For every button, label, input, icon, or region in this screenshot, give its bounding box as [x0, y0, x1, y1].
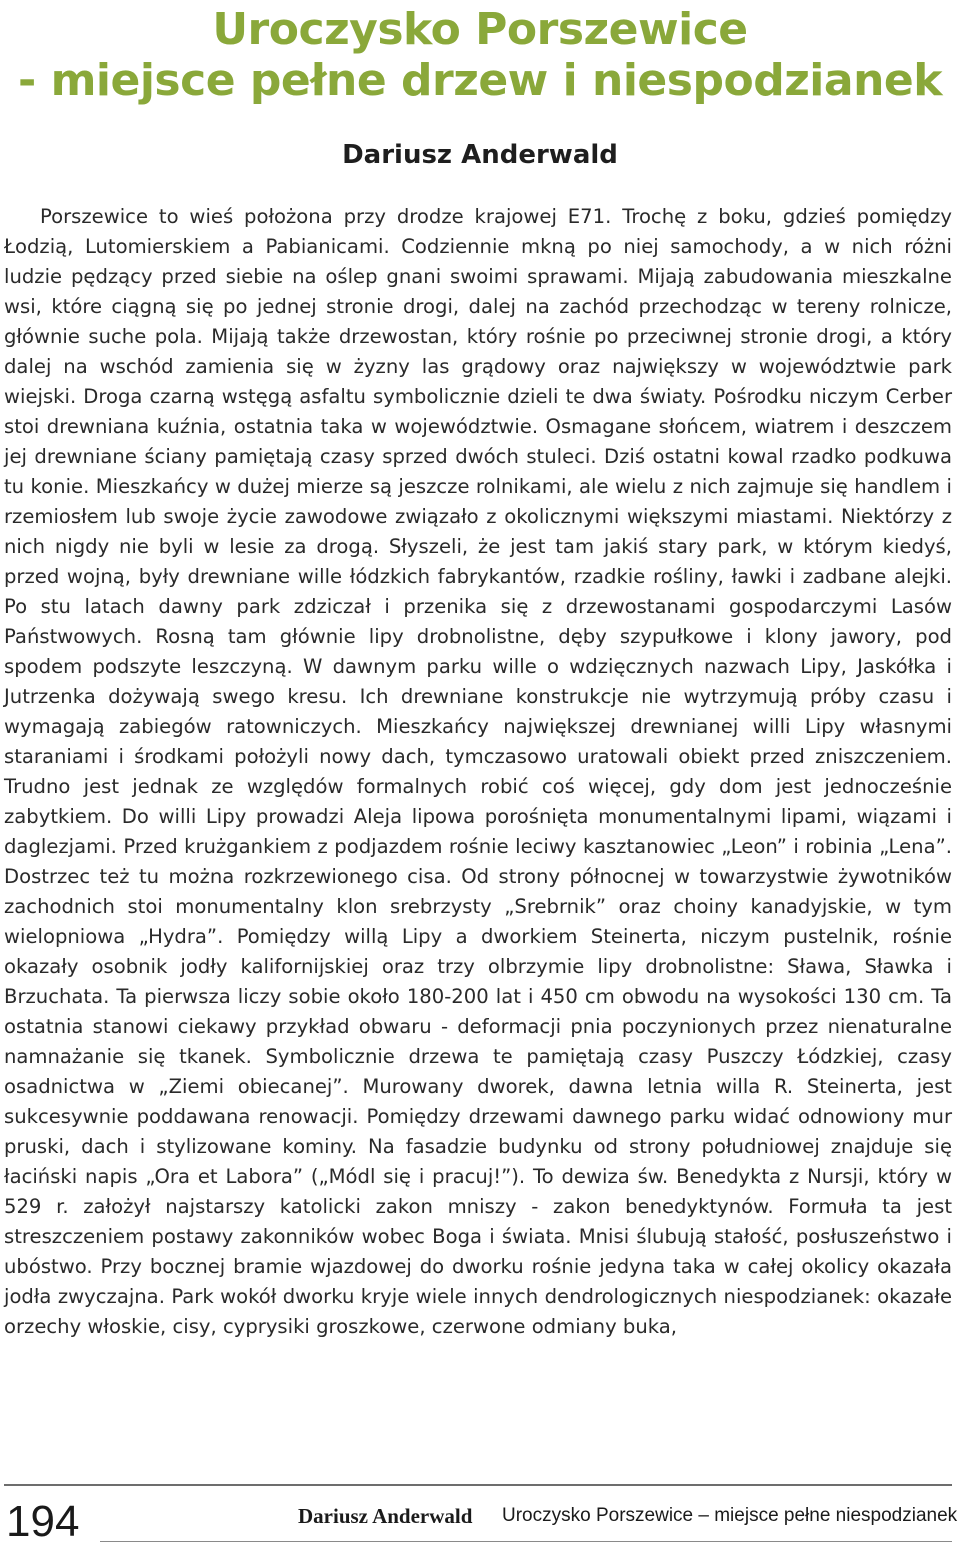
article-body-text: Porszewice to wieś położona przy drodze krajowej E71. Trochę z boku, gdzieś pomiędzy Łodzią, Lutomierskiem a Pabianicami. Codziennie mkną po niej samochody, a w nich różni ludzie pędzący przed siebie na oślep gnani swoimi sprawami. Mijają zabudowania mieszkalne wsi, które ciągną się po jednej stronie drogi, dalej na zachód przechodząc w tereny rolnicze, głównie suche pola. Mijają także drzewostan, który rośnie po przeciwnej stronie drogi, a który dalej na wschód zamienia się w żyzny las grądowy oraz największy w województwie park wiejski. Droga czarną wstęgą asfaltu symbolicznie dzieli te dwa światy. Pośrodku niczym Cerber stoi drewniana kuźnia, ostatnia taka w województwie. Osmagane słońcem, wiatrem i deszczem jej drewniane ściany pamiętają czasy sprzed dwóch stuleci. Dziś ostatni kowal rzadko podkuwa tu konie. Mieszkańcy w dużej mierze są jeszcze rolnikami, ale wielu z nich zajmuje się handlem i rzemiosłem lub swoje życie zawodowe związało z okolicznymi większymi miastami. Niektórzy z nich nigdy nie byli w lesie za drogą. Słyszeli, że jest tam jakiś stary park, w którym kiedyś, przed wojną, były drewniane wille łódzkich fabrykantów, rzadkie rośliny, ławki i zadbane alejki. Po stu latach dawny park zdziczał i przenika się z drzewostanami gospodarczymi Lasów Państwowych. Rosną tam głównie lipy drobnolistne, dęby szypułkowe i klony jawory, pod spodem podszyte leszczyną. W dawnym parku wille o wdzięcznych nazwach Lipy, Jaskółka i Jutrzenka dożywają swego kresu. Ich drewniane konstrukcje nie wytrzymują próby czasu i wymagają zabiegów ratowniczych. Mieszkańcy największej drewnianej willi Lipy własnymi staraniami i środkami położyli nowy dach, tymczasowo uratowali obiekt przed zniszczeniem. Trudno jest jednak ze względów formalnych robić coś więcej, gdy dom jest jednocześnie zabytkiem. Do willi Lipy prowadzi Aleja lipowa porośnięta monumentalnymi lipami, wiązami i daglezjami. Przed krużgankiem z podjazdem rośnie leciwy kasztanowiec „Leon” i robinia „Lena”. Dostrzec też tu można rozkrzewionego cisa. Od strony północnej w towarzystwie żywotników zachodnich stoi monumentalny klon srebrzysty „Srebrnik” oraz choiny kanadyjskie, w tym wielopniowa „Hydra”. Pomiędzy willą Lipy a dworkiem Steinerta, niczym pustelnik, rośnie okazały osobnik jodły kalifornijskiej oraz trzy olbrzymie lipy drobnolistne: Sława, Sławka i Brzuchata. Ta pierwsza liczy sobie około 180-200 lat i 450 cm obwodu na wysokości 130 cm. Ta ostatnia stanowi ciekawy przykład obwaru - deformacji pnia poczynionych przez nienaturalne namnażanie się tkanek. Symbolicznie drzewa te pamiętają czasy Puszczy Łódzkiej, czasy osadnictwa w „Ziemi obiecanej”. Murowany dworek, dawna letnia willa R. Steinerta, jest sukcesywnie poddawana renowacji. Pomiędzy drzewami dawnego parku widać odnowiony mur pruski, dach i stylizowane kominy. Na fasadzie budynku od strony południowej znajduje się łaciński napis „Ora et Labora” („Módl się i pracuj!”). To dewiza św. Benedykta z Nursji, który w 529 r. założył najstarszy katolicki zakon mniszy - zakon benedyktynów. Formuła ta jest streszczeniem postawy zakonników wobec Boga i świata. Mnisi ślubują stałość, posłuszeństwo i ubóstwo. Przy bocznej bramie wjazdowej do dworku rośnie jedyna taka w całej okolicy okazała jodła zwyczajna. Park wokół dworku kryje wiele innych dendrologicznych niespodzianek: okazałe orzechy włoskie, cisy, cyprysiki groszkowe, czerwone odmiany buka,	[4, 205, 952, 1338]
footer-underline	[100, 1541, 952, 1542]
article-title-line-1: Uroczysko Porszewice	[212, 4, 748, 55]
footer-running-title: Uroczysko Porszewice – miejsce pełne niespodzianek	[502, 1505, 958, 1526]
article-title-line-2: - miejsce pełne drzew i niespodzianek	[18, 55, 942, 106]
page-number: 194	[6, 1497, 80, 1546]
footer-author: Dariusz Anderwald	[298, 1504, 473, 1528]
footer-divider	[4, 1484, 952, 1486]
article-body	[4, 202, 952, 1342]
article-author: Dariusz Anderwald	[342, 140, 618, 170]
